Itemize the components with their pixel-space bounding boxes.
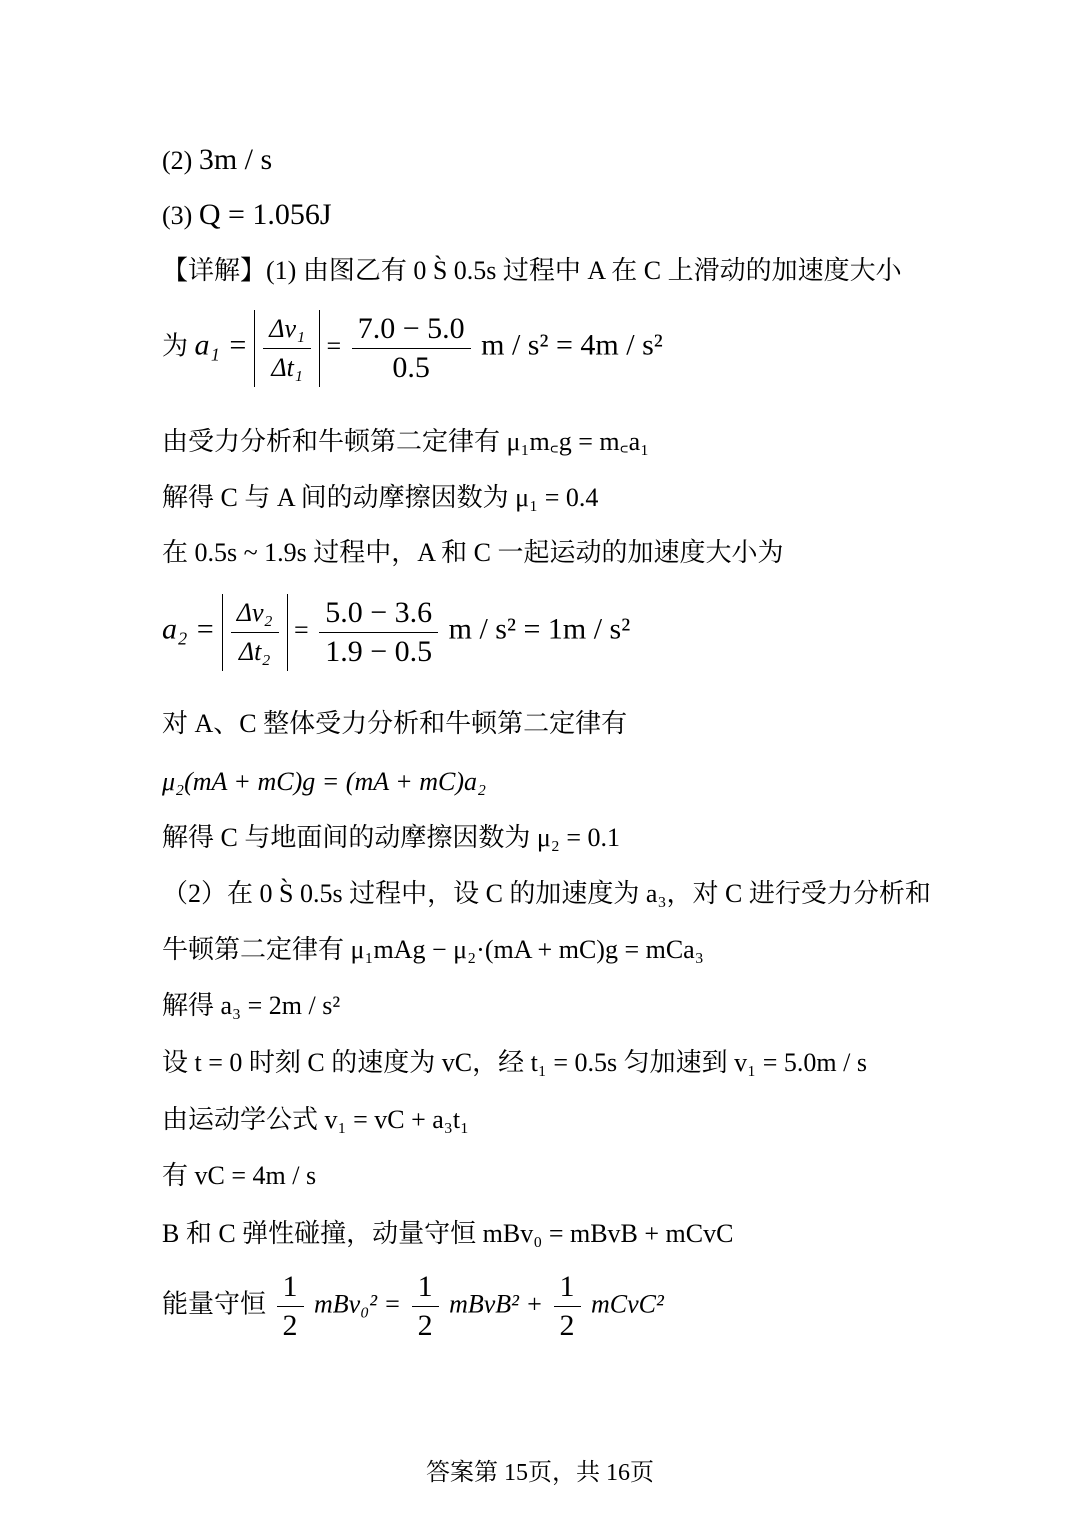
line-kinematics: 由运动学公式 v₁ = vC + a₃t₁: [162, 1105, 470, 1134]
line-vc-setup: 设 t = 0 时刻 C 的速度为 vC，经 t₁ = 0.5s 匀加速到 v₁ = 5.0m / s: [162, 1048, 867, 1077]
equation-a1-abs-den: Δt₁: [271, 353, 303, 382]
equation-a1-tail: m / s² = 4m / s²: [481, 328, 663, 362]
equation-a2-frac-den: 1.9 − 0.5: [325, 635, 433, 668]
equation-a1-frac-den: 0.5: [392, 351, 430, 384]
equation-a2-abs-den: Δt₂: [238, 637, 271, 666]
line-newton-1: 由受力分析和牛顿第二定律有 μ₁m꜀g = m꜀a₁: [162, 427, 650, 456]
line-phase-2: 在 0.5s ~ 1.9s 过程中，A 和 C 一起运动的加速度大小为: [162, 538, 784, 567]
line-a3-result: 解得 a₃ = 2m / s²: [162, 991, 341, 1020]
equation-a1-lhs: a₁ =: [194, 328, 248, 362]
equation-energy-lead: 能量守恒: [162, 1289, 267, 1319]
energy-term-2: mBvB² +: [449, 1289, 544, 1319]
line-momentum: B 和 C 弹性碰撞，动量守恒 mBv₀ = mBvB + mCvC: [162, 1219, 734, 1248]
detail-heading-line: 【详解】(1) 由图乙有 0 S̀ 0.5s 过程中 A 在 C 上滑动的加速度大小: [162, 256, 902, 285]
line-mu1: 解得 C 与 A 间的动摩擦因数为 μ₁ = 0.4: [162, 483, 599, 512]
energy-frac-3-den: 2: [559, 1309, 575, 1342]
line-vc-result: 有 vC = 4m / s: [162, 1161, 317, 1190]
equation-energy: [162, 1268, 664, 1345]
energy-frac-2-den: 2: [417, 1309, 433, 1342]
line-newton-c: 牛顿第二定律有 μ₁mAg − μ₂·(mA + mC)g = mCa₃: [162, 935, 704, 964]
equation-a1: [162, 310, 663, 387]
equation-a1-lead: 为: [162, 331, 189, 361]
equation-a1-abs: [254, 310, 320, 387]
answer-2-prefix: (2): [162, 146, 193, 175]
equation-a2-abs: [222, 594, 288, 671]
equation-a1-abs-num: Δv₁: [263, 310, 311, 349]
page-footer: 答案第 15页，共 16页: [426, 1460, 654, 1486]
energy-term-1: mBv₀² =: [314, 1289, 402, 1319]
energy-frac-1-num: 1: [277, 1268, 304, 1307]
line-equation-mu2: μ₂(mA + mC)g = (mA + mC)a₂: [162, 767, 487, 796]
equation-a1-eq: =: [326, 331, 342, 361]
equation-a2: [162, 594, 630, 671]
answer-2: [162, 140, 272, 181]
equation-a2-tail: m / s² = 1m / s²: [448, 612, 631, 646]
energy-frac-1-den: 2: [282, 1309, 298, 1342]
equation-a2-eq: =: [294, 615, 309, 645]
equation-a2-abs-num: Δv₂: [231, 594, 279, 633]
equation-a2-frac-num: 5.0 − 3.6: [319, 594, 438, 633]
equation-a2-lhs: a₂ =: [162, 612, 216, 646]
energy-frac-2-num: 1: [412, 1268, 439, 1307]
answer-2-value: 3m / s: [198, 143, 273, 176]
answer-3: [162, 195, 332, 236]
line-mu2-result: 解得 C 与地面间的动摩擦因数为 μ₂ = 0.1: [162, 823, 621, 852]
line-ac-whole: 对 A、C 整体受力分析和牛顿第二定律有: [162, 709, 628, 738]
answer-3-value: Q = 1.056J: [198, 198, 332, 231]
answer-3-prefix: (3): [162, 201, 193, 230]
energy-term-3: mCvC²: [591, 1289, 664, 1319]
equation-a1-frac-num: 7.0 − 5.0: [352, 310, 471, 349]
energy-frac-3-num: 1: [554, 1268, 581, 1307]
line-part-2-intro: （2）在 0 S̀ 0.5s 过程中，设 C 的加速度为 a₃，对 C 进行受力分析和: [162, 879, 931, 908]
